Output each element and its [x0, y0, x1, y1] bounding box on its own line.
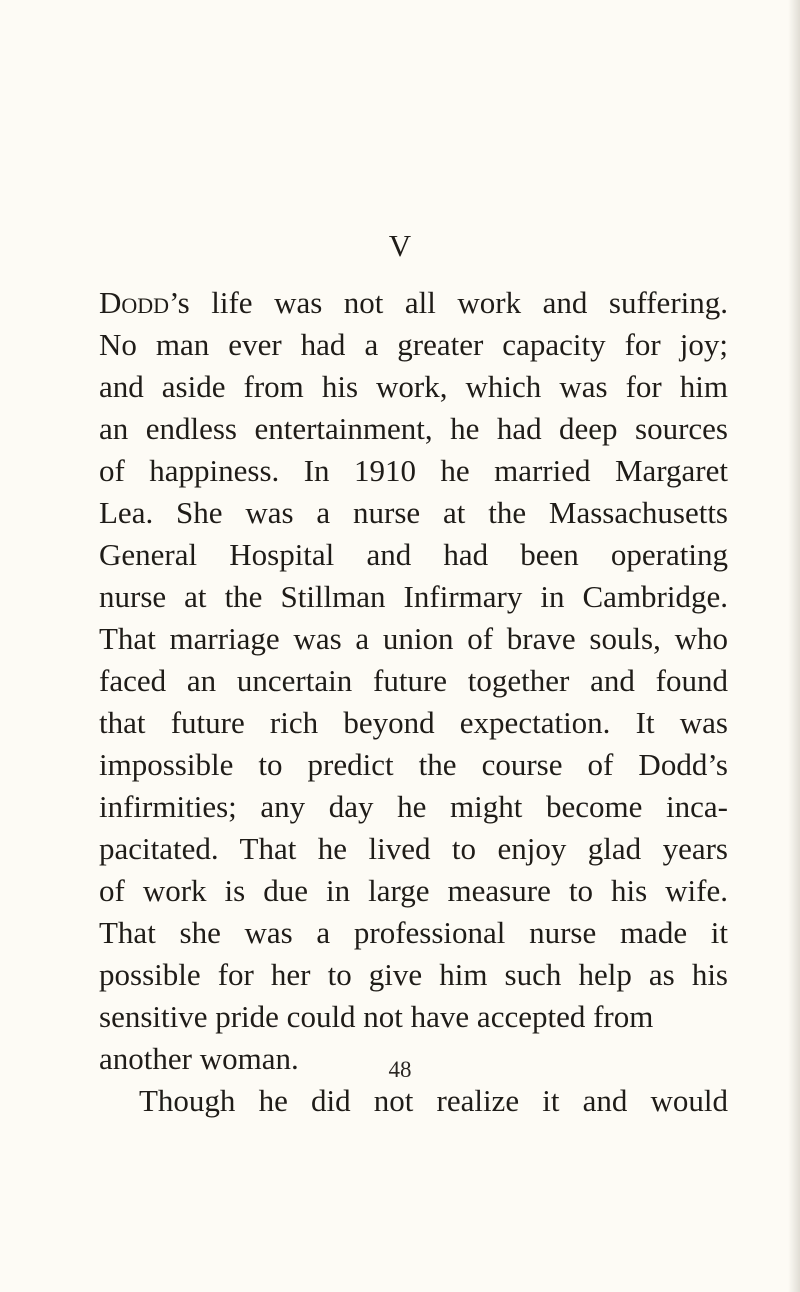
text-line: of work is due in large measure to his wife.	[99, 873, 728, 908]
next-paragraph-line: Though he did not realize it and would	[139, 1083, 728, 1118]
text-line: sensitive pride could not have accepted from	[99, 999, 654, 1034]
page-number: 48	[388, 1057, 412, 1082]
text-line: nurse at the Stillman Infirmary in Cambridge.	[99, 579, 728, 614]
text-line: impossible to predict the course of Dodd’s	[99, 747, 728, 782]
text-line: and aside from his work, which was for him	[99, 369, 728, 404]
page-edge-shadow	[788, 0, 800, 1292]
text-line: an endless entertainment, he had deep sources	[99, 411, 728, 446]
chapter-heading: V	[388, 228, 412, 263]
text-line: infirmities; any day he might become inca-	[99, 789, 728, 824]
paragraph-end-line: another woman.	[99, 1041, 299, 1076]
text-line: of happiness. In 1910 he married Margaret	[99, 453, 728, 488]
text-line: That she was a professional nurse made it	[99, 915, 728, 950]
text-line-1	[99, 282, 728, 324]
text-line: That marriage was a union of brave souls, who	[99, 621, 728, 656]
text-line: that future rich beyond expectation. It was	[99, 705, 728, 740]
text-line: No man ever had a greater capacity for joy;	[99, 327, 728, 362]
text-line: possible for her to give him such help as his	[99, 957, 728, 992]
opening-word: Dodd	[99, 285, 170, 320]
text-line: Lea. She was a nurse at the Massachusetts	[99, 495, 728, 530]
text-line: faced an uncertain future together and found	[99, 663, 728, 698]
text-line: pacitated. That he lived to enjoy glad years	[99, 831, 728, 866]
first-line-rest: ’s life was not all work and suffering.	[169, 285, 728, 320]
body-text	[99, 282, 728, 1122]
text-line: General Hospital and had been operating	[99, 537, 728, 572]
